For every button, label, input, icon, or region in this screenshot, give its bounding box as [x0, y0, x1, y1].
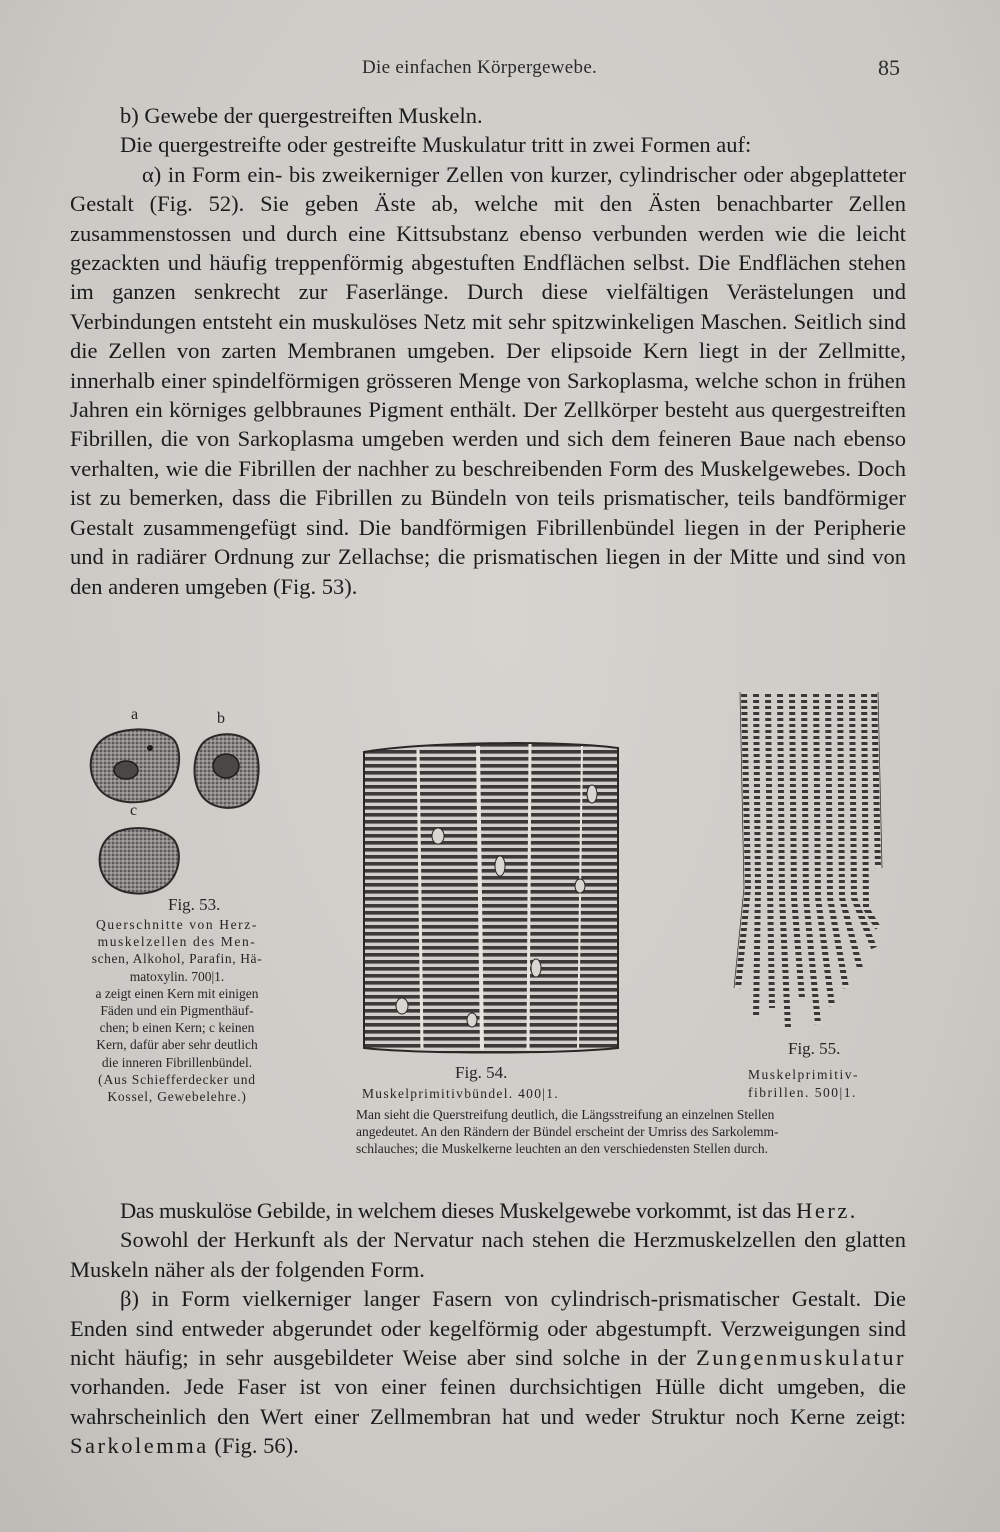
- intro-sentence: Die quergestreifte oder gestreifte Muskulatur tritt in zwei Formen auf:: [120, 132, 752, 158]
- fig53-caption-line-11: Kossel, Gewebelehre.): [107, 1089, 247, 1105]
- fig53-caption-line-8: Kern, dafür aber sehr deutlich: [96, 1037, 258, 1053]
- sarcolemma-term: Sarkolemma: [70, 1433, 209, 1459]
- fig53-caption-line-6: Fäden und ein Pigmenthäuf-: [100, 1003, 254, 1019]
- fig53-caption-line-10: (Aus Schiefferdecker und: [98, 1071, 256, 1087]
- fig53-caption-line-9: die inneren Fibrillenbündel.: [101, 1054, 253, 1070]
- fig53-caption-line-3: schen, Alkohol, Parafin, Hä-: [91, 951, 263, 967]
- paragraph-beta-part-2: vorhanden. Jede Faser ist von einer feinen durchsichtigen Hülle dicht umgeben, die wahrscheinlich den Wert einer Zellmembran hat und weder Struktur noch Kerne zeigt:: [70, 1374, 906, 1429]
- page-number: 85: [878, 55, 900, 80]
- paragraph-beta-part-1: β) in Form vielkerniger langer Fasern von cylindrisch-prismatischer Gestalt. Die Enden sind entweder abgerundet oder kegelförmig oder abgestumpft. Verzweigungen sind nicht häufig; in sehr ausgebildeter Weise aber sind solche in der: [70, 1286, 906, 1371]
- fig53-letter-c: c: [130, 802, 138, 819]
- fig55-title-line-2: fibrillen. 500|1.: [748, 1085, 857, 1100]
- paragraph-heart: [70, 1196, 906, 1225]
- fig54-label: Fig. 54.: [455, 1063, 508, 1082]
- fig53-caption-line-5: a zeigt einen Kern mit einigen: [95, 985, 259, 1001]
- section-heading: b) Gewebe der quergestreiften Muskeln.: [120, 103, 483, 128]
- fig53-caption: [66, 916, 288, 1105]
- fig54-55-shared-caption: [356, 1106, 912, 1158]
- paragraph-beta: [70, 1284, 906, 1460]
- paragraph-alpha: α) in Form ein- bis zweikerniger Zellen von kurzer, cylindrischer oder abgeplatteter Gestalt (Fig. 52). Sie geben Äste ab, welche mit den Ästen benachbarter Zellen zusammenstossen und durch eine Kittsubstanz ebenso verbunden werden wie die leicht gezackten und häufig treppenförmig abgestuften Endflächen selbst. Die Endflächen stehen im ganzen senkrecht zur Faserlänge. Durch diese vielfältigen Verästelungen und Verbindungen entsteht ein muskulöses Netz mit sehr spitzwinkeligen Maschen. Seitlich sind die Zellen von zarten Membranen umgeben. Der elipsoide Kern liegt in der Zellmitte, innerhalb einer spindelförmigen grösseren Menge von Sarkoplasma, welche schon in frühen Jahren ein körniges gelbbraunes Pigment enthält. Der Zellkörper besteht aus quergestreiften Fibrillen, die von Sarkoplasma umgeben werden und sich dem feineren Baue nach ebenso verhalten, wie die Fibrillen der nachher zu beschreibenden Form des Muskelgewebes. Doch ist zu bemerken, dass die Fibrillen zu Bündeln von teils prismatischer, teils bandförmiger Gestalt zusammengefügt sind. Die bandförmigen Fibrillenbündel liegen in der Peripherie und in radiärer Ordnung zur Zellachse; die prismatischen liegen in der Mitte und sind von den anderen umgeben (Fig. 53).: [70, 161, 906, 599]
- fig53-label: Fig. 53.: [168, 895, 221, 914]
- shared-caption-line-2: angedeutet. An den Rändern der Bündel erscheint der Umriss des Sarkolemm-: [356, 1124, 779, 1140]
- running-title: Die einfachen Körpergewebe.: [362, 57, 598, 78]
- fig53-letter-a: a: [131, 706, 139, 723]
- fig53-caption-line-7: chen; b einen Kern; c keinen: [99, 1020, 255, 1036]
- shared-caption-line-1: Man sieht die Querstreifung deutlich, die Längsstreifung an einzelnen Stellen: [356, 1107, 775, 1122]
- shared-caption-line-3: schlauches; die Muskelkerne leuchten an den verschiedensten Stellen durch.: [356, 1141, 768, 1157]
- fig55-title-line-1: Muskelprimitiv-: [748, 1067, 859, 1082]
- fig55-myofibrils-illustration: [728, 688, 890, 1033]
- fig53-letter-b: b: [217, 710, 225, 727]
- paragraph-beta-part-3: (Fig. 56).: [214, 1433, 299, 1459]
- fig54-title: Muskelprimitivbündel. 400|1.: [362, 1086, 559, 1101]
- paragraph-heart-origin: Sowohl der Herkunft als der Nervatur nach stehen die Herzmuskelzellen den glatten Muskeln näher als der folgenden Form.: [70, 1227, 906, 1282]
- fig55-label: Fig. 55.: [788, 1039, 841, 1058]
- fig53-caption-line-2: muskelzellen des Men-: [97, 934, 257, 950]
- bottom-text-block: [70, 1196, 906, 1461]
- top-text-block: [70, 101, 906, 601]
- fig53-caption-line-1: Querschnitte von Herz-: [96, 917, 258, 932]
- fig53-cross-sections-illustration: [80, 722, 280, 902]
- fig54-muscle-bundle-illustration: [360, 736, 622, 1056]
- running-header: [0, 55, 1000, 85]
- heart-term: Herz.: [796, 1198, 858, 1223]
- fig53-caption-line-4: matoxylin. 700|1.: [129, 968, 225, 984]
- paragraph-heart-text: Das muskulöse Gebilde, in welchem dieses Muskelgewebe vorkommt, ist das: [120, 1198, 791, 1223]
- tongue-musculature-term: Zungenmuskulatur: [696, 1345, 906, 1371]
